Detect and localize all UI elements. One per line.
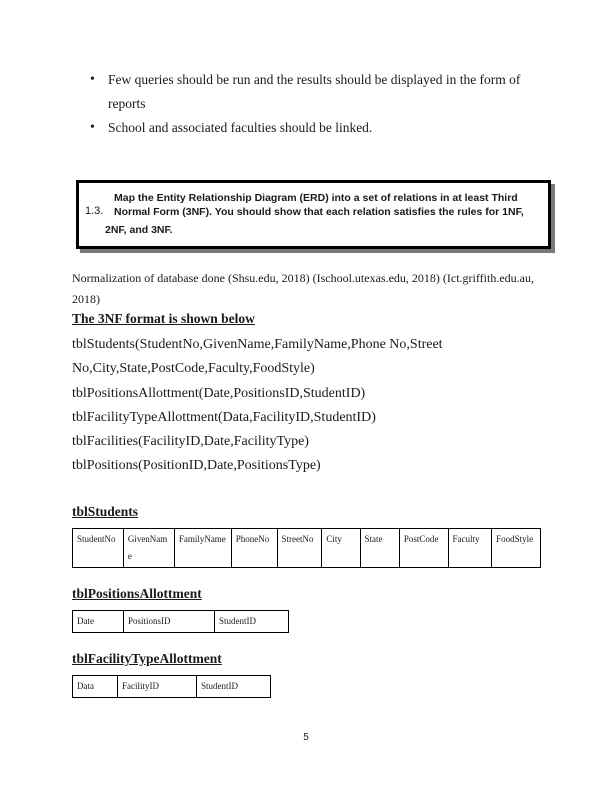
relation-line: tblPositions(PositionID,Date,PositionsType)	[72, 458, 321, 474]
task-number: 1.3.	[85, 205, 104, 217]
relation-line: tblPositionsAllottment(Date,PositionsID,StudentID)	[72, 385, 366, 401]
table-title-positions-allottment: tblPositionsAllottment	[72, 586, 202, 601]
students-table	[72, 528, 541, 568]
column-header: PhoneNo	[231, 529, 277, 568]
column-header: Faculty	[448, 529, 492, 568]
citations-paragraph: Normalization of database done (Shsu.edu, 2018) (Ischool.utexas.edu, 2018) (Ict.griffith.edu.au, 2018)	[72, 271, 534, 306]
column-header: PostCode	[399, 529, 448, 568]
column-header: GivenName	[123, 529, 174, 568]
column-header: FamilyName	[174, 529, 231, 568]
facility-type-allottment-table	[72, 675, 271, 698]
task-line-1: Map the Entity Relationship Diagram (ERD) into a set of relations in at least Third	[114, 192, 518, 204]
relation-line: tblFacilityTypeAllottment(Data,FacilityID,StudentID)	[72, 409, 376, 425]
column-header: PositionsID	[124, 611, 215, 633]
task-line-2: Normal Form (3NF). You should show that each relation satisfies the rules for 1NF,	[114, 206, 524, 218]
task-box	[76, 180, 551, 249]
relation-line: tblStudents(StudentNo,GivenName,FamilyName,Phone No,Street	[72, 337, 443, 352]
column-header: Date	[73, 611, 124, 633]
requirements-list	[90, 68, 550, 140]
column-header: FoodStyle	[492, 529, 541, 568]
column-header: City	[322, 529, 360, 568]
positions-allottment-table	[72, 610, 289, 633]
column-header: Data	[73, 676, 118, 698]
task-line-3: 2NF, and 3NF.	[105, 224, 173, 236]
bullet-item: • Few queries should be run and the results should be displayed in the form of reports	[90, 68, 550, 116]
column-header: StudentID	[197, 676, 271, 698]
page-number: 5	[303, 732, 309, 743]
section-heading: The 3NF format is shown below	[72, 311, 255, 326]
relation-line: No,City,State,PostCode,Faculty,FoodStyle)	[72, 361, 315, 377]
column-header: State	[360, 529, 399, 568]
column-header: StudentNo	[73, 529, 124, 568]
table-title-students: tblStudents	[72, 504, 139, 519]
relation-line: tblFacilities(FacilityID,Date,FacilityType)	[72, 434, 309, 450]
table-title-facility-type-allottment: tblFacilityTypeAllottment	[72, 651, 222, 666]
column-header: StudentID	[215, 611, 289, 633]
column-header: FacilityID	[118, 676, 197, 698]
bullet-item: • School and associated faculties should be linked.	[90, 116, 550, 140]
column-header: StreetNo	[277, 529, 322, 568]
relations-list	[72, 333, 542, 479]
